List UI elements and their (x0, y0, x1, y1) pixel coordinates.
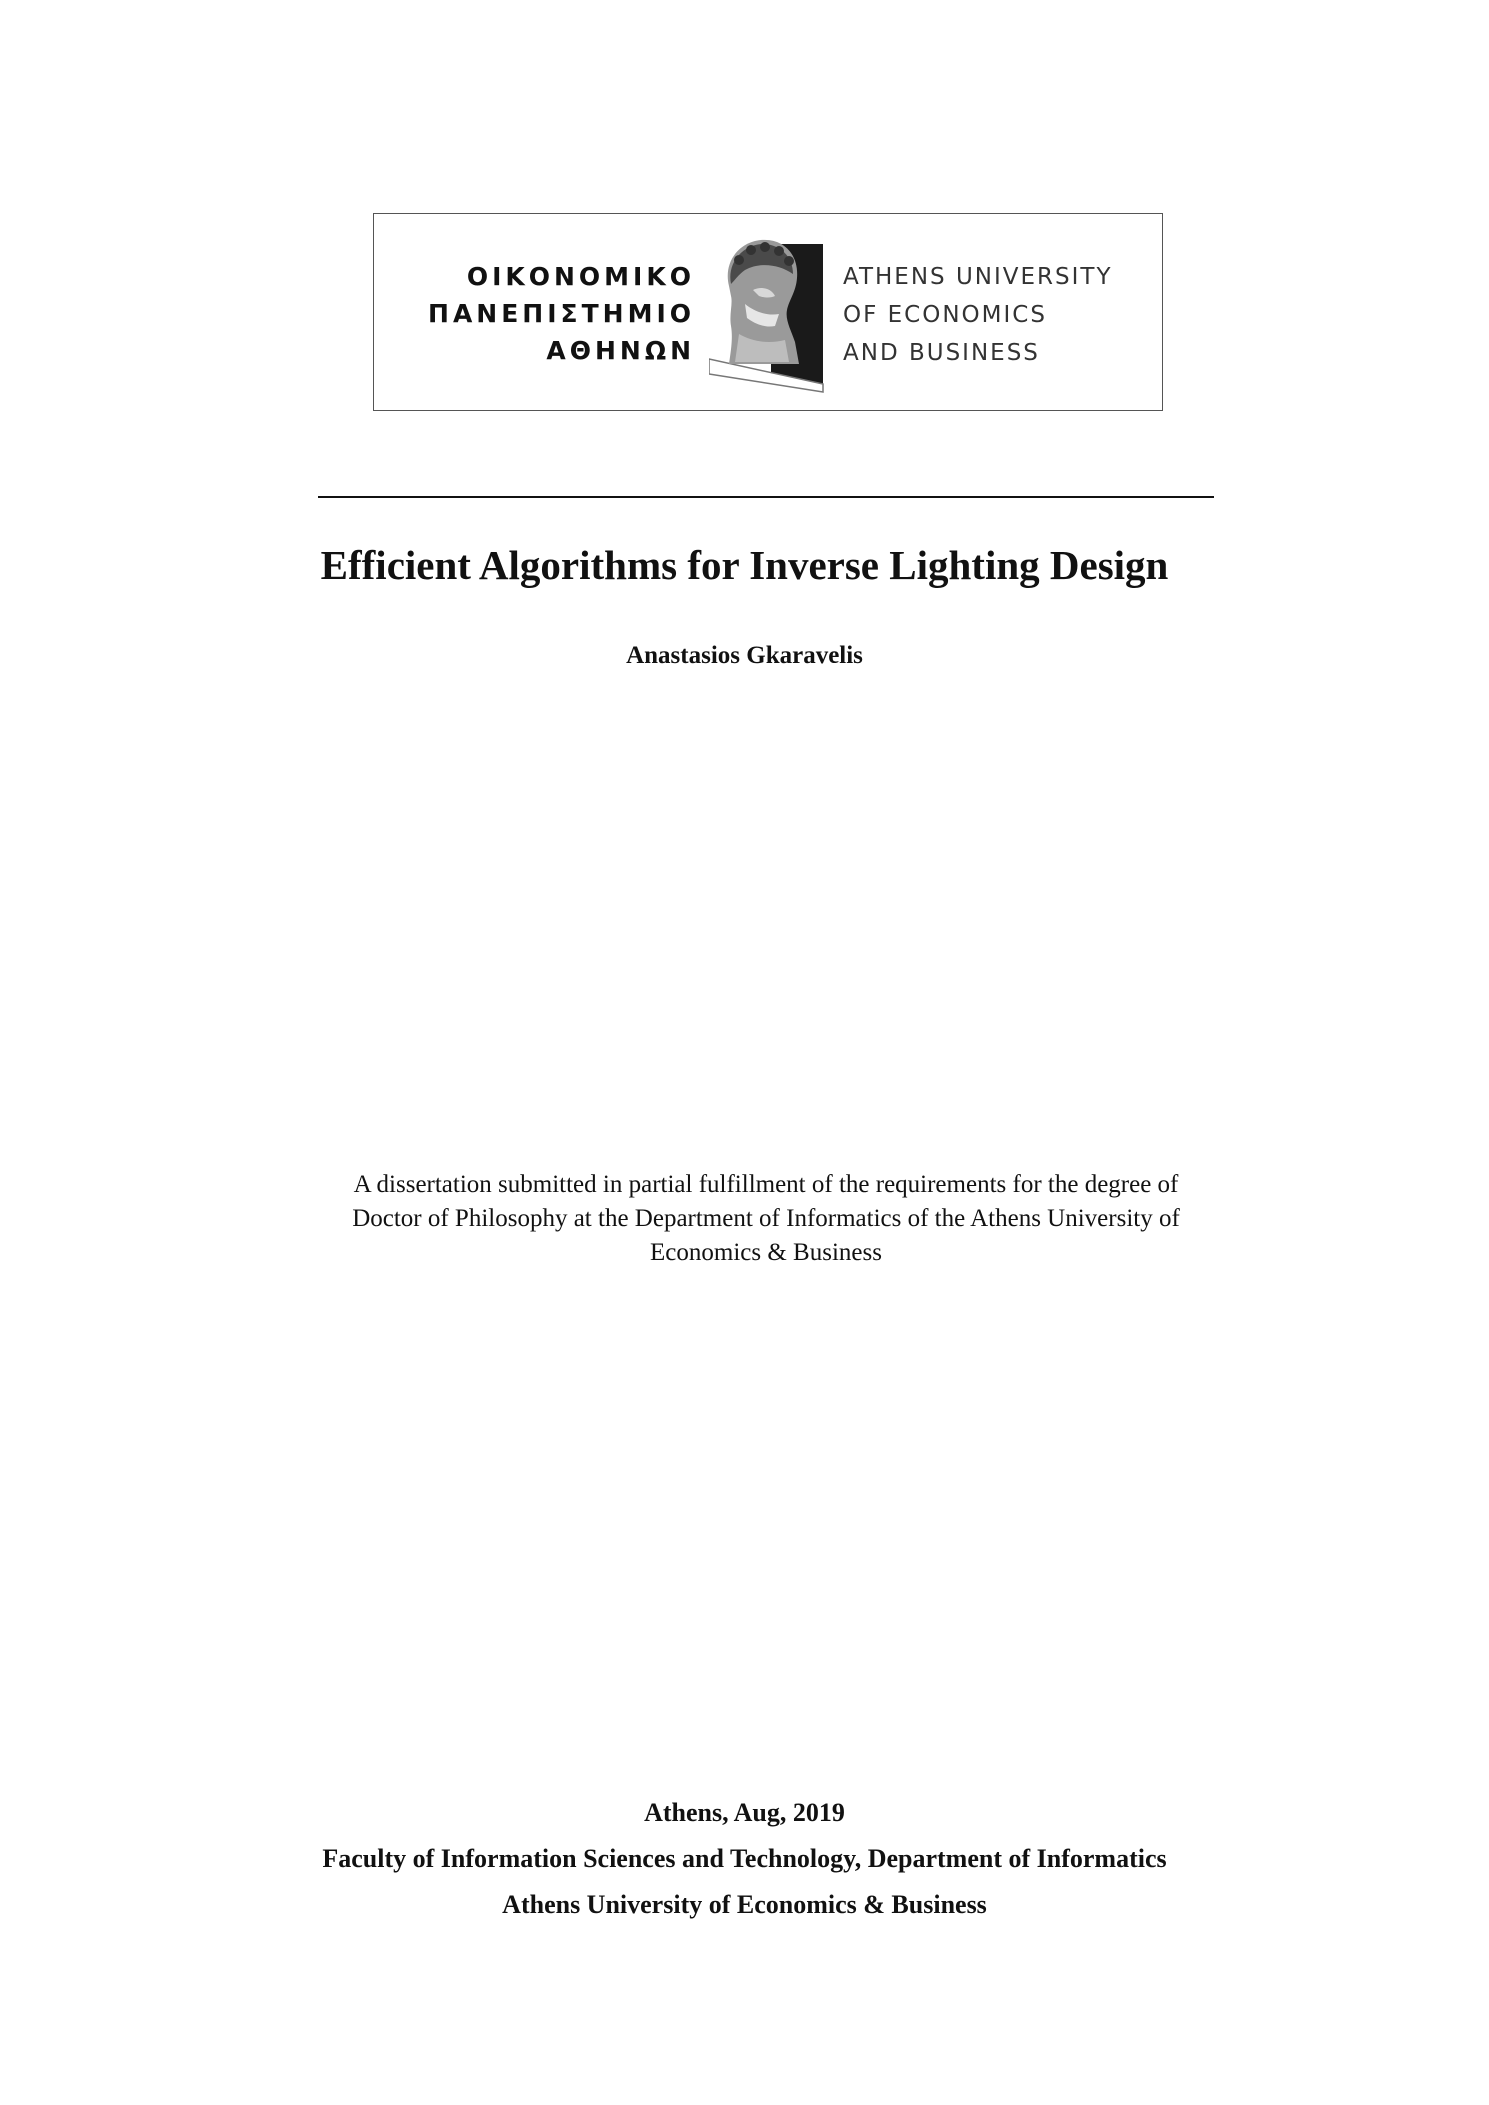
logo-english-line: OF ECONOMICS (843, 302, 1047, 328)
submission-line: Doctor of Philosophy at the Department of Informatics of the Athens University of (352, 1205, 1180, 1232)
logo-greek-name (428, 258, 695, 369)
footer-block (0, 1790, 1489, 1928)
logo-english-line: AND BUSINESS (843, 340, 1040, 366)
title-divider (318, 496, 1214, 498)
submission-statement (318, 1168, 1214, 1270)
university-name: Athens University of Economics & Business (502, 1890, 987, 1919)
logo-greek-line: ΠΑΝΕΠΙΣΤΗΜΙΟ (428, 299, 695, 328)
author-name: Anastasios Gkaravelis (626, 642, 863, 669)
logo-english-name (843, 258, 1113, 372)
dissertation-title: Efficient Algorithms for Inverse Lighting Design (320, 542, 1169, 588)
submission-line: Economics & Business (650, 1239, 882, 1266)
hermes-bust-icon (709, 234, 829, 394)
logo-greek-line: ΑΘΗΝΩΝ (546, 336, 695, 365)
logo-english-line: ATHENS UNIVERSITY (843, 264, 1113, 290)
place-date: Athens, Aug, 2019 (644, 1798, 845, 1827)
faculty-department: Faculty of Information Sciences and Technology, Department of Informatics (322, 1844, 1167, 1873)
submission-line: A dissertation submitted in partial fulfillment of the requirements for the degree of (353, 1171, 1179, 1198)
logo-greek-line: ΟΙΚΟΝΟΜΙΚΟ (466, 262, 695, 291)
university-logo (373, 213, 1163, 411)
